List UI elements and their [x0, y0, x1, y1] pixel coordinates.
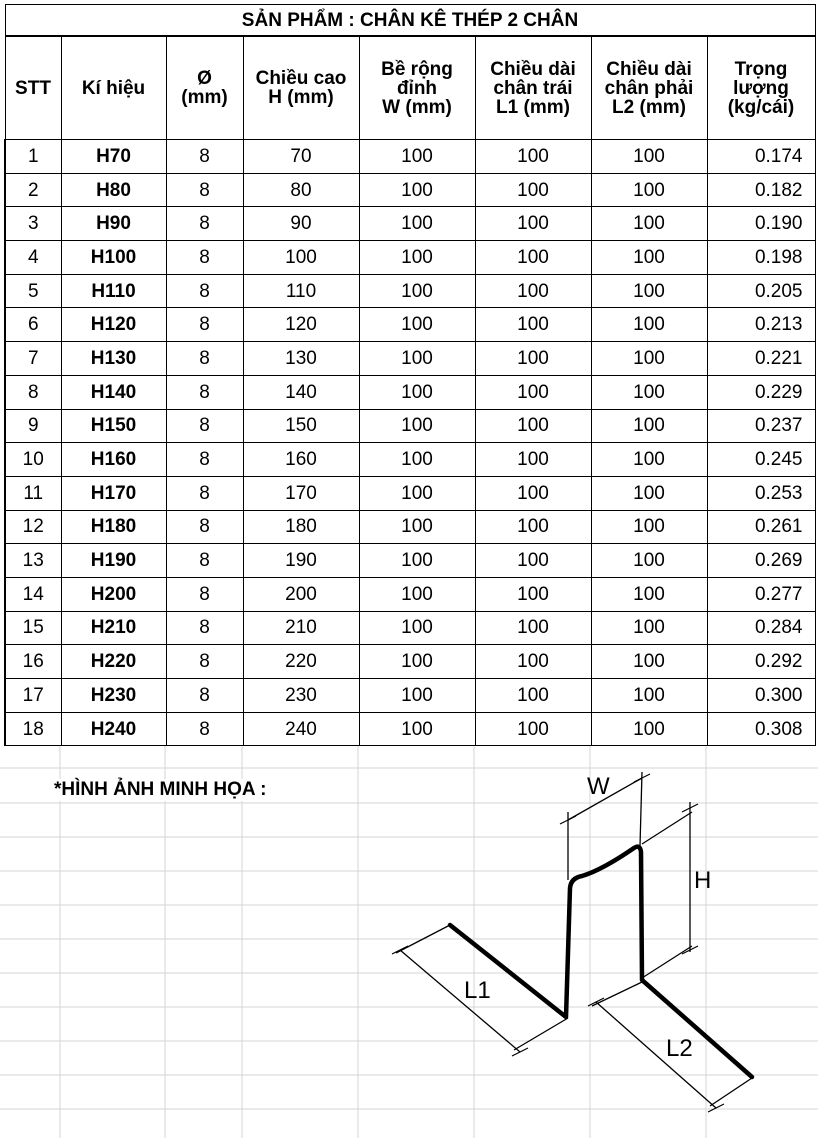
header-height — [243, 36, 359, 140]
cell-width: 100 — [359, 577, 475, 611]
cell-diameter: 8 — [166, 274, 243, 308]
cell-diameter: 8 — [166, 342, 243, 376]
cell-right: 100 — [591, 645, 707, 679]
cell-height: 230 — [243, 679, 359, 713]
cell-height: 120 — [243, 308, 359, 342]
cell-weight: 0.174 — [707, 140, 815, 174]
cell-diameter: 8 — [166, 140, 243, 174]
cell-width: 100 — [359, 712, 475, 746]
cell-stt: 15 — [5, 611, 61, 645]
cell-diameter: 8 — [166, 544, 243, 578]
header-line: Chiều cao — [255, 68, 347, 89]
cell-weight: 0.292 — [707, 645, 815, 679]
cell-code: H80 — [61, 173, 166, 207]
cell-code: H180 — [61, 510, 166, 544]
cell-diameter: 8 — [166, 510, 243, 544]
cell-code: H190 — [61, 544, 166, 578]
cell-code: H170 — [61, 476, 166, 510]
header-left-length — [475, 36, 591, 140]
cell-left: 100 — [475, 375, 591, 409]
cell-weight: 0.182 — [707, 173, 815, 207]
cell-left: 100 — [475, 611, 591, 645]
table-row — [5, 577, 815, 611]
cell-width: 100 — [359, 207, 475, 241]
cell-height: 80 — [243, 173, 359, 207]
cell-left: 100 — [475, 645, 591, 679]
cell-height: 150 — [243, 409, 359, 443]
header-code — [61, 36, 166, 140]
cell-left: 100 — [475, 712, 591, 746]
table-row — [5, 712, 815, 746]
cell-width: 100 — [359, 544, 475, 578]
header-line: Chiều dài — [606, 58, 692, 80]
header-line: H (mm) — [268, 87, 334, 108]
header-line: L2 (mm) — [612, 96, 686, 118]
header-line: Trọng — [734, 58, 788, 80]
cell-diameter: 8 — [166, 375, 243, 409]
cell-left: 100 — [475, 308, 591, 342]
cell-stt: 8 — [5, 375, 61, 409]
h-extension-top — [642, 812, 692, 844]
table-row — [5, 375, 815, 409]
cell-weight: 0.198 — [707, 241, 815, 275]
cell-stt: 7 — [5, 342, 61, 376]
cell-right: 100 — [591, 577, 707, 611]
cell-stt: 14 — [5, 577, 61, 611]
header-line: W (mm) — [382, 96, 452, 118]
cell-code: H150 — [61, 409, 166, 443]
cell-weight: 0.229 — [707, 375, 815, 409]
table-row — [5, 173, 815, 207]
cell-code: H220 — [61, 645, 166, 679]
cell-right: 100 — [591, 241, 707, 275]
header-line: lượng — [733, 77, 789, 99]
header-line: STT — [15, 77, 51, 99]
l2-extension-bottom — [710, 1078, 752, 1106]
table-row — [5, 679, 815, 713]
header-line: L1 (mm) — [496, 96, 570, 118]
cell-weight: 0.253 — [707, 476, 815, 510]
table-row — [5, 342, 815, 376]
cell-code: H110 — [61, 274, 166, 308]
cell-code: H120 — [61, 308, 166, 342]
cell-left: 100 — [475, 443, 591, 477]
cell-width: 100 — [359, 173, 475, 207]
header-line: (mm) — [181, 87, 228, 108]
cell-right: 100 — [591, 308, 707, 342]
cell-left: 100 — [475, 679, 591, 713]
header-stt — [5, 36, 61, 140]
label-h: H — [694, 867, 712, 894]
cell-height: 100 — [243, 241, 359, 275]
cell-stt: 17 — [5, 679, 61, 713]
table-row — [5, 308, 815, 342]
cell-right: 100 — [591, 274, 707, 308]
cell-left: 100 — [475, 342, 591, 376]
cell-diameter: 8 — [166, 241, 243, 275]
cell-height: 90 — [243, 207, 359, 241]
cell-weight: 0.190 — [707, 207, 815, 241]
cell-stt: 13 — [5, 544, 61, 578]
l1-extension-bottom — [514, 1018, 568, 1050]
cell-code: H160 — [61, 443, 166, 477]
cell-weight: 0.261 — [707, 510, 815, 544]
cell-left: 100 — [475, 476, 591, 510]
cell-width: 100 — [359, 140, 475, 174]
table-row — [5, 274, 815, 308]
cell-left: 100 — [475, 510, 591, 544]
l2-dimension-line — [596, 1002, 716, 1108]
cell-width: 100 — [359, 274, 475, 308]
l1-extension-top — [396, 925, 450, 953]
cell-height: 130 — [243, 342, 359, 376]
cell-right: 100 — [591, 611, 707, 645]
cell-left: 100 — [475, 274, 591, 308]
cell-width: 100 — [359, 443, 475, 477]
header-line: (kg/cái) — [727, 96, 795, 118]
steel-chair-illustration — [390, 760, 800, 1120]
cell-left: 100 — [475, 173, 591, 207]
cell-height: 140 — [243, 375, 359, 409]
cell-width: 100 — [359, 611, 475, 645]
cell-right: 100 — [591, 476, 707, 510]
cell-width: 100 — [359, 645, 475, 679]
table-row — [5, 645, 815, 679]
header-right-length — [591, 36, 707, 140]
cell-weight: 0.221 — [707, 342, 815, 376]
label-l1: L1 — [464, 977, 491, 1004]
cell-diameter: 8 — [166, 443, 243, 477]
cell-stt: 5 — [5, 274, 61, 308]
table-row — [5, 544, 815, 578]
cell-code: H230 — [61, 679, 166, 713]
cell-right: 100 — [591, 173, 707, 207]
cell-code: H200 — [61, 577, 166, 611]
cell-width: 100 — [359, 409, 475, 443]
label-l2: L2 — [666, 1035, 693, 1062]
l2-extension-top — [592, 982, 642, 1006]
cell-code: H140 — [61, 375, 166, 409]
table-row — [5, 140, 815, 174]
cell-weight: 0.213 — [707, 308, 815, 342]
cell-right: 100 — [591, 679, 707, 713]
cell-left: 100 — [475, 241, 591, 275]
table-title: SẢN PHẨM : CHÂN KÊ THÉP 2 CHÂN — [5, 5, 815, 37]
table-row — [5, 409, 815, 443]
cell-height: 240 — [243, 712, 359, 746]
cell-stt: 16 — [5, 645, 61, 679]
header-line: Ø — [197, 68, 212, 89]
cell-stt: 10 — [5, 443, 61, 477]
cell-height: 210 — [243, 611, 359, 645]
cell-diameter: 8 — [166, 207, 243, 241]
cell-right: 100 — [591, 140, 707, 174]
cell-stt: 11 — [5, 476, 61, 510]
cell-diameter: 8 — [166, 577, 243, 611]
cell-diameter: 8 — [166, 679, 243, 713]
cell-weight: 0.237 — [707, 409, 815, 443]
cell-left: 100 — [475, 577, 591, 611]
label-w: W — [587, 773, 610, 800]
cell-width: 100 — [359, 241, 475, 275]
table-row — [5, 241, 815, 275]
cell-stt: 4 — [5, 241, 61, 275]
cell-stt: 1 — [5, 140, 61, 174]
cell-stt: 18 — [5, 712, 61, 746]
cell-height: 220 — [243, 645, 359, 679]
cell-stt: 9 — [5, 409, 61, 443]
table-row — [5, 443, 815, 477]
cell-code: H210 — [61, 611, 166, 645]
cell-width: 100 — [359, 308, 475, 342]
w-extension-right — [640, 772, 642, 846]
cell-stt: 12 — [5, 510, 61, 544]
cell-height: 190 — [243, 544, 359, 578]
cell-stt: 6 — [5, 308, 61, 342]
cell-height: 160 — [243, 443, 359, 477]
cell-diameter: 8 — [166, 645, 243, 679]
table-row — [5, 611, 815, 645]
header-line: Bề rộng — [381, 58, 453, 80]
header-line: đỉnh — [396, 77, 438, 99]
cell-weight: 0.269 — [707, 544, 815, 578]
cell-weight: 0.284 — [707, 611, 815, 645]
header-line: Kí hiệu — [81, 77, 146, 99]
cell-diameter: 8 — [166, 476, 243, 510]
cell-diameter: 8 — [166, 308, 243, 342]
cell-width: 100 — [359, 679, 475, 713]
cell-diameter: 8 — [166, 409, 243, 443]
header-width — [359, 36, 475, 140]
h-extension-bottom — [642, 946, 692, 978]
cell-right: 100 — [591, 510, 707, 544]
cell-left: 100 — [475, 207, 591, 241]
cell-weight: 0.300 — [707, 679, 815, 713]
cell-code: H130 — [61, 342, 166, 376]
cell-weight: 0.205 — [707, 274, 815, 308]
product-spec-table — [4, 4, 816, 746]
table-row — [5, 207, 815, 241]
cell-diameter: 8 — [166, 712, 243, 746]
cell-height: 180 — [243, 510, 359, 544]
cell-right: 100 — [591, 712, 707, 746]
cell-stt: 3 — [5, 207, 61, 241]
cell-right: 100 — [591, 443, 707, 477]
cell-diameter: 8 — [166, 611, 243, 645]
table-row — [5, 476, 815, 510]
cell-code: H240 — [61, 712, 166, 746]
header-line: chân trái — [493, 77, 573, 99]
table-row — [5, 510, 815, 544]
cell-code: H90 — [61, 207, 166, 241]
cell-stt: 2 — [5, 173, 61, 207]
header-line: Chiều dài — [490, 58, 576, 80]
header-weight — [707, 36, 815, 140]
cell-diameter: 8 — [166, 173, 243, 207]
cell-left: 100 — [475, 544, 591, 578]
cell-width: 100 — [359, 476, 475, 510]
cell-code: H100 — [61, 241, 166, 275]
header-diameter — [166, 36, 243, 140]
cell-right: 100 — [591, 375, 707, 409]
illustration-caption: *HÌNH ẢNH MINH HỌA : — [54, 779, 267, 800]
cell-width: 100 — [359, 375, 475, 409]
cell-width: 100 — [359, 342, 475, 376]
cell-right: 100 — [591, 342, 707, 376]
cell-height: 200 — [243, 577, 359, 611]
table-body — [5, 140, 815, 746]
cell-right: 100 — [591, 207, 707, 241]
cell-height: 170 — [243, 476, 359, 510]
header-line: chân phải — [604, 77, 694, 99]
cell-code: H70 — [61, 140, 166, 174]
cell-right: 100 — [591, 409, 707, 443]
cell-height: 110 — [243, 274, 359, 308]
cell-left: 100 — [475, 140, 591, 174]
cell-weight: 0.277 — [707, 577, 815, 611]
cell-weight: 0.245 — [707, 443, 815, 477]
cell-right: 100 — [591, 544, 707, 578]
cell-weight: 0.308 — [707, 712, 815, 746]
cell-left: 100 — [475, 409, 591, 443]
cell-width: 100 — [359, 510, 475, 544]
cell-height: 70 — [243, 140, 359, 174]
